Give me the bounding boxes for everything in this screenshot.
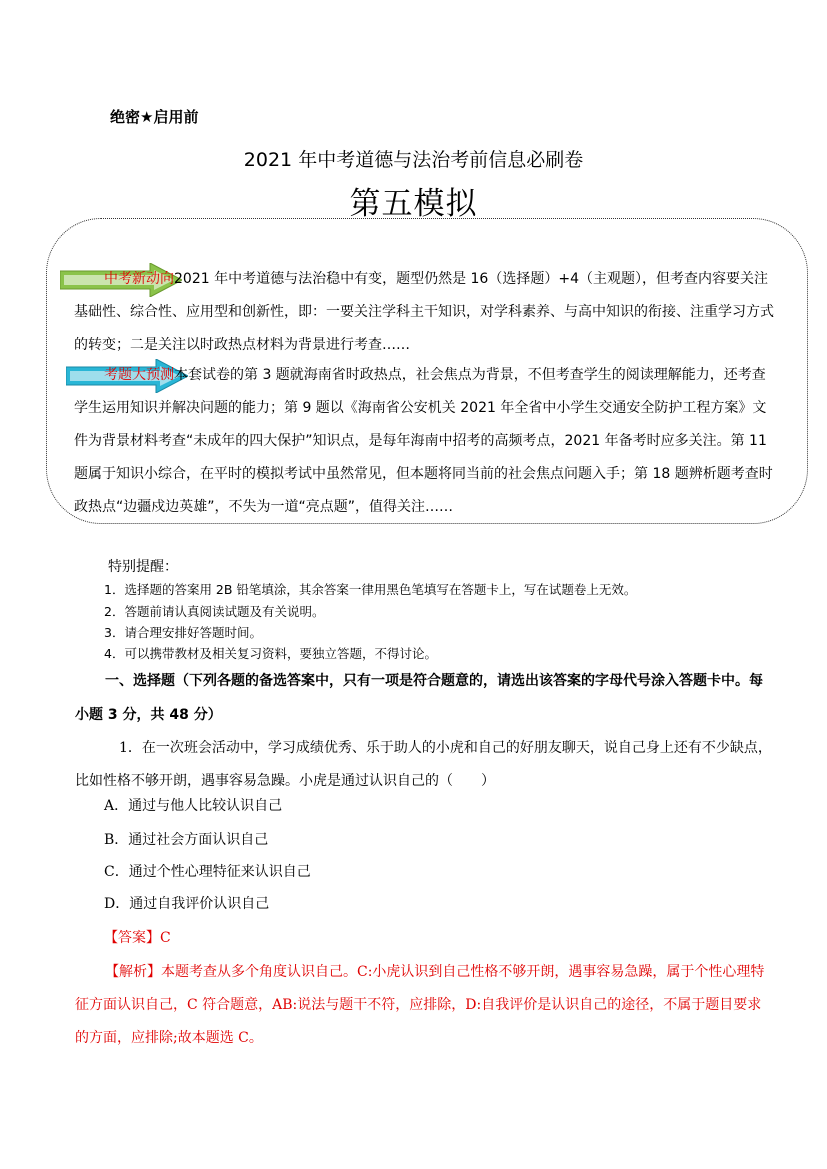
section-heading: 一、选择题（下列各题的备选答案中，只有一项是符合题意的，请选出该答案的字母代号涂入答题卡中。每小题 3 分，共 48 分）: [75, 673, 763, 723]
trend-tag: 中考新动向: [104, 271, 174, 287]
trend-text: 2021 年中考道德与法治稳中有变，题型仍然是 16（选择题）+4（主观题），但考查内容要关注基础性、综合性、应用型和创新性，即：一要关注学科主干知识，对学科素养、与高中知识的衔接、注重学习方式的转变；二是关注以时政热点材料为背景进行考查……: [74, 271, 774, 353]
secret-label: 绝密★启用前: [110, 108, 199, 126]
option-b: B．通过社会方面认识自己: [104, 832, 269, 848]
reminder-item: 1．选择题的答案用 2B 铅笔填涂，其余答案一律用黑色笔填写在答题卡上，写在试题卷上无效。: [104, 582, 637, 597]
analysis: 【解析】本题考查从多个角度认识自己。C:小虎认识到自己性格不够开朗，遇事容易急躁，属于个性心理特征方面认识自己，C 符合题意，AB:说法与题干不符，应排除，D:自我评价是认识自己的途径，不属于题目要求的方面，应排除;故本题选 C。: [75, 964, 765, 1046]
question-stem: 1．在一次班会活动中，学习成绩优秀、乐于助人的小虎和自己的好朋友聊天，说自己身上还有不少缺点，比如性格不够开朗，遇事容易急躁。小虎是通过认识自己的（ ）: [75, 740, 772, 789]
exam-subtitle: 第五模拟: [349, 186, 478, 222]
reminder-item: 4．可以携带教材及相关复习资料，要独立答题，不得讨论。: [104, 646, 437, 661]
exam-title: 2021 年中考道德与法治考前信息必刷卷: [243, 149, 584, 171]
forecast-tag: 考题大预测: [104, 367, 174, 383]
intro-paragraph-trend: [74, 263, 774, 362]
answer: 【答案】C: [104, 930, 171, 946]
option-a: A．通过与他人比较认识自己: [104, 798, 283, 814]
intro-paragraph-forecast: [74, 359, 774, 524]
reminder-item: 2．答题前请认真阅读试题及有关说明。: [104, 604, 325, 619]
reminder-title: 特别提醒：: [108, 559, 178, 575]
forecast-text: 本套试卷的第 3 题就海南省时政热点，社会焦点为背景，不但考查学生的阅读理解能力，还考查学生运用知识并解决问题的能力；第 9 题以《海南省公安机关 2021 年全省中小学生交通安全防护工程方案》文件为背景材料考查“未成年的四大保护”知识点，是每年海南中招考的高频考点，2021 年备考时应多关注。第 11 题属于知识小综合，在平时的模拟考试中虽然常见，但本题将同当前的社会焦点问题入手；第 18 题辨析题考查时政热点“边疆戍边英雄”，不失为一道“亮点题”，值得关注……: [74, 367, 773, 515]
option-c: C．通过个性心理特征来认识自己: [104, 864, 311, 880]
option-d: D．通过自我评价认识自己: [104, 896, 270, 912]
reminder-item: 3．请合理安排好答题时间。: [104, 625, 262, 640]
